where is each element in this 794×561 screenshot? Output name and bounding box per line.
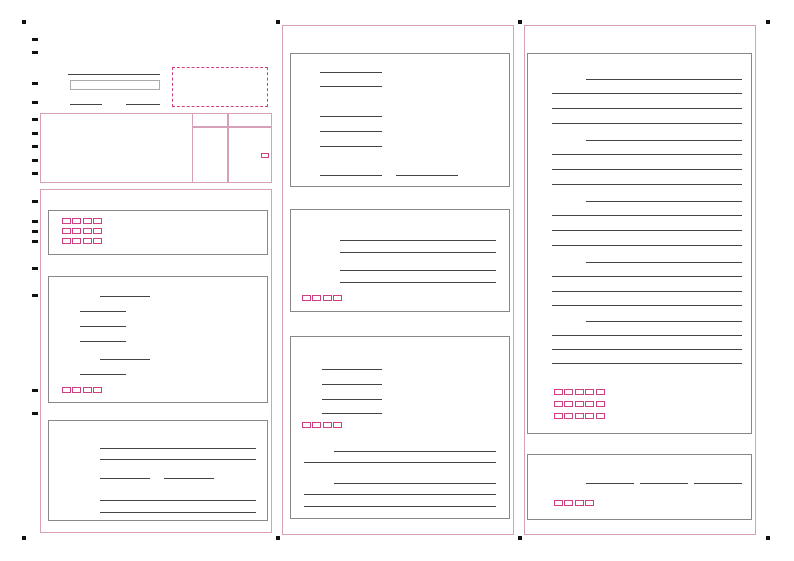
corner-mark (518, 536, 522, 540)
option-b[interactable] (72, 218, 81, 224)
answer-line[interactable] (304, 506, 496, 507)
answer-line[interactable] (322, 399, 382, 400)
option-a[interactable] (62, 228, 71, 234)
corner-mark (766, 20, 770, 24)
answer-line[interactable] (320, 86, 382, 87)
q2-label (60, 228, 102, 235)
timing-mark (32, 51, 38, 54)
option-a[interactable] (302, 422, 311, 428)
q1-label (60, 218, 102, 225)
answer-line[interactable] (80, 341, 126, 342)
answer-line[interactable] (100, 359, 150, 360)
answer-line[interactable] (586, 483, 634, 484)
section-2-box (48, 276, 268, 403)
option-e[interactable] (596, 401, 605, 407)
answer-line[interactable] (586, 321, 742, 322)
timing-mark (32, 220, 38, 223)
answer-line[interactable] (100, 500, 256, 501)
answer-line[interactable] (304, 462, 496, 463)
corner-mark (276, 536, 280, 540)
answer-line[interactable] (340, 240, 496, 241)
answer-line[interactable] (320, 116, 382, 117)
answer-line[interactable] (552, 335, 742, 336)
answer-line[interactable] (586, 262, 742, 263)
option-e[interactable] (596, 389, 605, 395)
answer-line[interactable] (340, 270, 496, 271)
fill-sample-box (192, 113, 228, 127)
answer-line[interactable] (100, 448, 256, 449)
option-b[interactable] (564, 389, 573, 395)
timing-mark (32, 172, 38, 175)
answer-line[interactable] (552, 169, 742, 170)
option-c[interactable] (83, 218, 92, 224)
timing-mark (32, 389, 38, 392)
option-c[interactable] (83, 387, 92, 393)
option-c[interactable] (575, 401, 584, 407)
q10-label (300, 295, 342, 302)
option-e[interactable] (596, 413, 605, 419)
timing-mark (32, 240, 38, 243)
answer-line[interactable] (396, 175, 458, 176)
option-d[interactable] (585, 500, 594, 506)
option-a[interactable] (554, 389, 563, 395)
option-d[interactable] (585, 413, 594, 419)
corner-mark (766, 536, 770, 540)
answer-line[interactable] (322, 369, 382, 370)
answer-line[interactable] (552, 184, 742, 185)
option-b[interactable] (312, 295, 321, 301)
q3-label (60, 238, 102, 245)
q16b-label (552, 401, 605, 408)
answer-line[interactable] (100, 512, 256, 513)
corner-mark (276, 20, 280, 24)
timing-mark (32, 118, 38, 121)
section-8-box (527, 454, 752, 520)
name-field[interactable] (68, 74, 160, 75)
answer-line[interactable] (552, 276, 742, 277)
option-b[interactable] (564, 401, 573, 407)
option-d[interactable] (93, 387, 102, 393)
option-d[interactable] (333, 422, 342, 428)
answer-line[interactable] (304, 494, 496, 495)
section-3-box (48, 420, 268, 521)
answer-line[interactable] (100, 459, 256, 460)
timing-mark (32, 82, 38, 85)
option-b[interactable] (312, 422, 321, 428)
section-7-box (527, 53, 752, 434)
option-d[interactable] (585, 389, 594, 395)
answer-line[interactable] (552, 108, 742, 109)
option-d[interactable] (333, 295, 342, 301)
corner-mark (22, 20, 26, 24)
barcode-area (172, 67, 268, 107)
option-a[interactable] (62, 218, 71, 224)
option-a[interactable] (554, 401, 563, 407)
option-c[interactable] (575, 389, 584, 395)
option-a[interactable] (554, 500, 563, 506)
answer-line[interactable] (100, 478, 150, 479)
answer-line[interactable] (80, 374, 126, 375)
answer-line[interactable] (552, 215, 742, 216)
section-4-box (290, 53, 510, 187)
correct-fill-box (228, 113, 272, 127)
answer-line[interactable] (552, 363, 742, 364)
timing-mark (32, 38, 38, 41)
q16c-label (552, 413, 605, 420)
timing-mark (32, 159, 38, 162)
ticket-number-boxes[interactable] (70, 80, 160, 90)
q6-label (60, 387, 102, 394)
answer-line[interactable] (340, 282, 496, 283)
option-b[interactable] (564, 413, 573, 419)
q16a-label (552, 389, 605, 396)
q12-label (300, 422, 342, 429)
option-c[interactable] (323, 295, 332, 301)
answer-line[interactable] (694, 483, 742, 484)
answer-line[interactable] (586, 140, 742, 141)
option-c[interactable] (575, 500, 584, 506)
answer-line[interactable] (340, 252, 496, 253)
answer-line[interactable] (80, 326, 126, 327)
timing-mark (32, 294, 38, 297)
option-d[interactable] (93, 218, 102, 224)
corner-mark (22, 536, 26, 540)
answer-line[interactable] (334, 483, 496, 484)
option-b[interactable] (72, 387, 81, 393)
option-d[interactable] (585, 401, 594, 407)
answer-line[interactable] (322, 413, 382, 414)
answer-line[interactable] (552, 349, 742, 350)
room-field[interactable] (70, 104, 102, 105)
answer-line[interactable] (586, 79, 742, 80)
seat-field[interactable] (126, 104, 160, 105)
timing-mark (32, 200, 38, 203)
answer-line[interactable] (552, 245, 742, 246)
option-b[interactable] (72, 238, 81, 244)
answer-line[interactable] (640, 483, 688, 484)
option-c[interactable] (83, 228, 92, 234)
answer-line[interactable] (552, 93, 742, 94)
answer-line[interactable] (552, 230, 742, 231)
answer-line[interactable] (320, 146, 382, 147)
q17b-label (552, 500, 594, 507)
option-a[interactable] (62, 238, 71, 244)
option-c[interactable] (323, 422, 332, 428)
timing-mark (32, 412, 38, 415)
option-b[interactable] (72, 228, 81, 234)
answer-line[interactable] (100, 296, 150, 297)
absent-label-box (192, 127, 228, 183)
option-c[interactable] (575, 413, 584, 419)
timing-mark (32, 132, 38, 135)
timing-mark (32, 267, 38, 270)
option-d[interactable] (93, 238, 102, 244)
answer-line[interactable] (552, 123, 742, 124)
absent-text-box (228, 127, 272, 183)
option-a[interactable] (302, 295, 311, 301)
option-c[interactable] (83, 238, 92, 244)
timing-mark (32, 101, 38, 104)
answer-line[interactable] (164, 478, 214, 479)
option-d[interactable] (93, 228, 102, 234)
answer-line[interactable] (80, 311, 126, 312)
corner-mark (518, 20, 522, 24)
answer-line[interactable] (552, 291, 742, 292)
answer-line[interactable] (322, 384, 382, 385)
answer-line[interactable] (552, 305, 742, 306)
timing-mark (32, 145, 38, 148)
answer-line[interactable] (334, 451, 496, 452)
option-b[interactable] (564, 500, 573, 506)
answer-line[interactable] (320, 72, 382, 73)
option-a[interactable] (554, 413, 563, 419)
answer-line[interactable] (320, 131, 382, 132)
answer-line[interactable] (552, 154, 742, 155)
timing-mark (32, 230, 38, 233)
absent-mark-box[interactable] (261, 153, 269, 158)
answer-line[interactable] (320, 175, 382, 176)
option-a[interactable] (62, 387, 71, 393)
answer-line[interactable] (586, 201, 742, 202)
